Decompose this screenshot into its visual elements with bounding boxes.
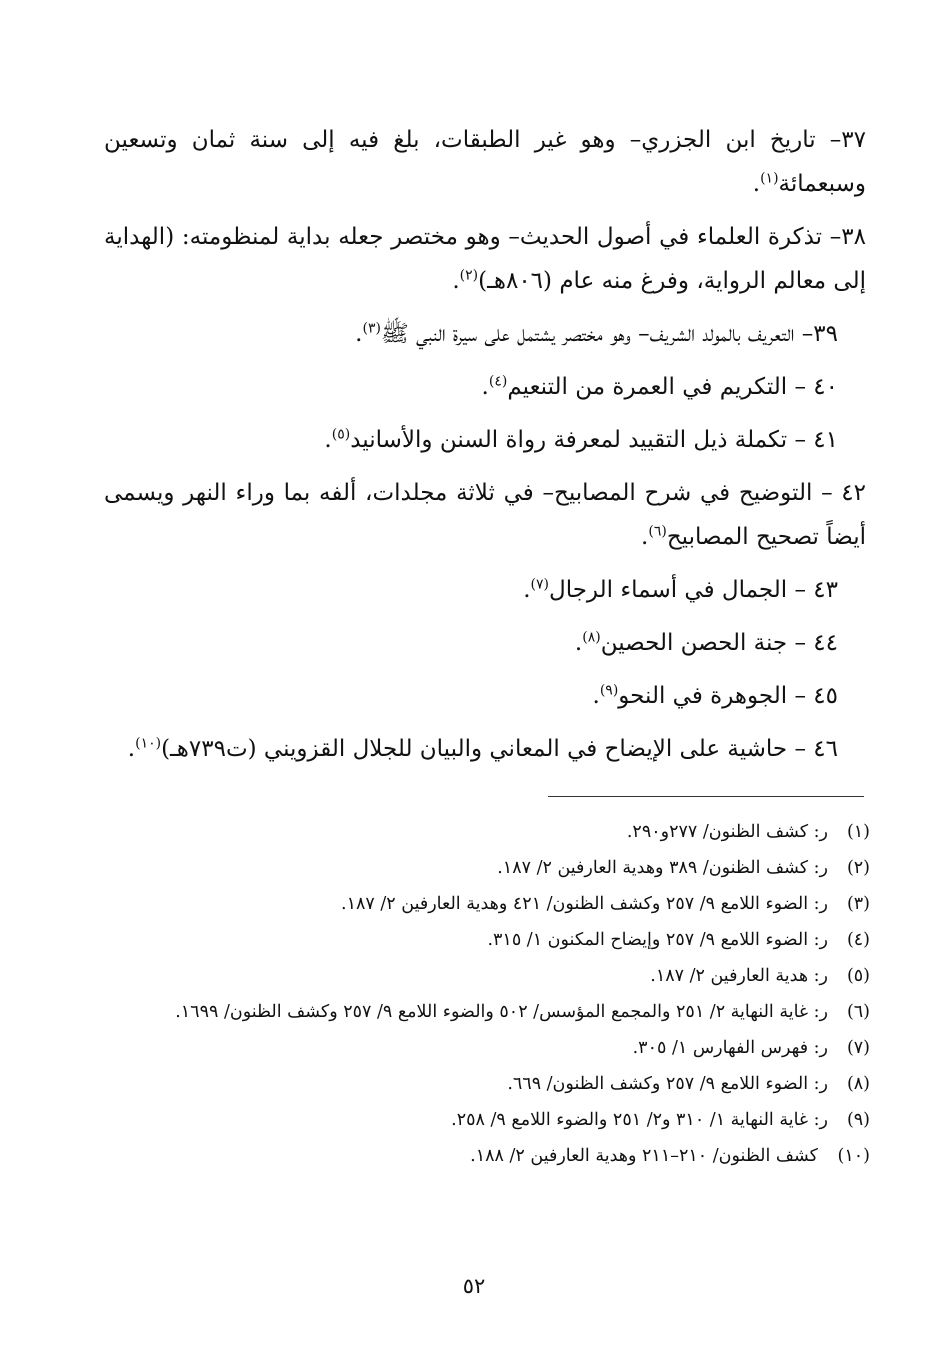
- footnote-number: (٦): [846, 1002, 870, 1022]
- footnote-ref[interactable]: (٥): [331, 426, 351, 443]
- footnote-ref[interactable]: (٦): [648, 523, 667, 540]
- entry-39: ٣٩– التعريف بالمولد الشريف– وهو مختصر يشتمل على سيرة النبي ﷺ$^{(٣)}$.: [355, 320, 838, 347]
- entry-45: ٤٥ – الجوهرة في النحو$^{(٩)}$.: [592, 682, 838, 709]
- entry-37: ٣٧– تاريخ ابن الجزري– وهو غير الطبقات، بلغ فيه إلى سنة ثمان وتسعين وسبعمائة$^{(١)}$.: [104, 127, 866, 197]
- footnote-text: ر: فهرس الفهارس ١/ ٣٠٥.: [632, 1038, 828, 1058]
- footnote-number: (٩): [846, 1110, 870, 1130]
- footnote-4: [104, 922, 870, 958]
- footnote-separator: [548, 796, 864, 797]
- footnote-text: ر: الضوء اللامع ٩/ ٢٥٧ وإيضاح المكنون ١/ ٣١٥.: [487, 930, 828, 950]
- footnote-9: [104, 1102, 870, 1138]
- footnote-number: (١٠): [837, 1146, 870, 1166]
- footnotes: [104, 814, 870, 1174]
- footnote-3: [104, 886, 870, 922]
- footnote-ref[interactable]: (٢): [459, 267, 479, 284]
- footnote-ref[interactable]: (٧): [530, 576, 549, 593]
- footnote-text: ر: غاية النهاية ٢/ ٢٥١ والمجمع المؤسس/ ٥٠٢ والضوء اللامع ٩/ ٢٥٧ وكشف الظنون/ ١٦٩٩.: [175, 1002, 828, 1022]
- footnote-ref[interactable]: (١): [760, 170, 779, 187]
- footnote-ref[interactable]: (٨): [582, 629, 601, 646]
- entry-46: ٤٦ – حاشية على الإيضاح في المعاني والبيان للجلال القزويني (ت٧٣٩هـ)$^{(١٠)}$.: [127, 735, 838, 762]
- footnote-7: [104, 1030, 870, 1066]
- entry-43: ٤٣ – الجمال في أسماء الرجال$^{(٧)}$.: [523, 576, 838, 603]
- footnote-text: ر: غاية النهاية ١/ ٣١٠ و٢/ ٢٥١ والضوء اللامع ٩/ ٢٥٨.: [451, 1110, 828, 1130]
- footnote-ref[interactable]: (١٠): [135, 735, 162, 752]
- footnote-number: (٨): [846, 1074, 870, 1094]
- footnote-text: ر: كشف الظنون/ ٣٨٩ وهدية العارفين ٢/ ١٨٧.: [497, 858, 828, 878]
- entry-38: ٣٨– تذكرة العلماء في أصول الحديث– وهو مختصر جعله بداية لمنظومته: (الهداية إلى معالم الرواية، وفرغ منه عام (٨٠٦هـ)$^{(٢)}$.: [104, 224, 866, 294]
- footnote-text: ر: الضوء اللامع ٩/ ٢٥٧ وكشف الظنون/ ٤٢١ وهدية العارفين ٢/ ١٨٧.: [341, 894, 828, 914]
- footnote-10: [104, 1138, 870, 1174]
- footnote-6: [104, 994, 870, 1030]
- footnote-ref[interactable]: (٣): [362, 320, 381, 337]
- footnote-ref[interactable]: (٩): [599, 682, 619, 699]
- footnote-number: (٥): [846, 966, 870, 986]
- footnote-2: [104, 850, 870, 886]
- page-number: ٥٢: [462, 1274, 486, 1298]
- main-text: [104, 118, 866, 780]
- footnote-number: (٣): [846, 894, 870, 914]
- footnote-5: [104, 958, 870, 994]
- footnote-number: (١): [846, 822, 870, 842]
- footnote-text: كشف الظنون/ ٢١٠–٢١١ وهدية العارفين ٢/ ١٨٨.: [470, 1146, 818, 1166]
- footnote-text: ر: كشف الظنون/ ٢٧٧و٢٩٠.: [626, 822, 828, 842]
- footnote-number: (٧): [846, 1038, 870, 1058]
- entry-41: ٤١ – تكملة ذيل التقييد لمعرفة رواة السنن والأسانيد$^{(٥)}$.: [324, 426, 838, 453]
- footnote-number: (٤): [846, 930, 870, 950]
- footnote-text: ر: الضوء اللامع ٩/ ٢٥٧ وكشف الظنون/ ٦٦٩.: [507, 1074, 828, 1094]
- footnote-number: (٢): [846, 858, 870, 878]
- footnote-1: [104, 814, 870, 850]
- footnote-ref[interactable]: (٤): [488, 373, 508, 390]
- entry-44: ٤٤ – جنة الحصن الحصين$^{(٨)}$.: [574, 629, 838, 656]
- footnote-text: ر: هدية العارفين ٢/ ١٨٧.: [650, 966, 828, 986]
- entry-40: ٤٠ – التكريم في العمرة من التنعيم$^{(٤)}$.: [481, 373, 838, 400]
- footnote-8: [104, 1066, 870, 1102]
- entry-42: ٤٢ – التوضيح في شرح المصابيح– في ثلاثة مجلدات، ألفه بما وراء النهر ويسمى أيضاً تصحيح المصابيح$^{(٦)}$.: [104, 480, 866, 550]
